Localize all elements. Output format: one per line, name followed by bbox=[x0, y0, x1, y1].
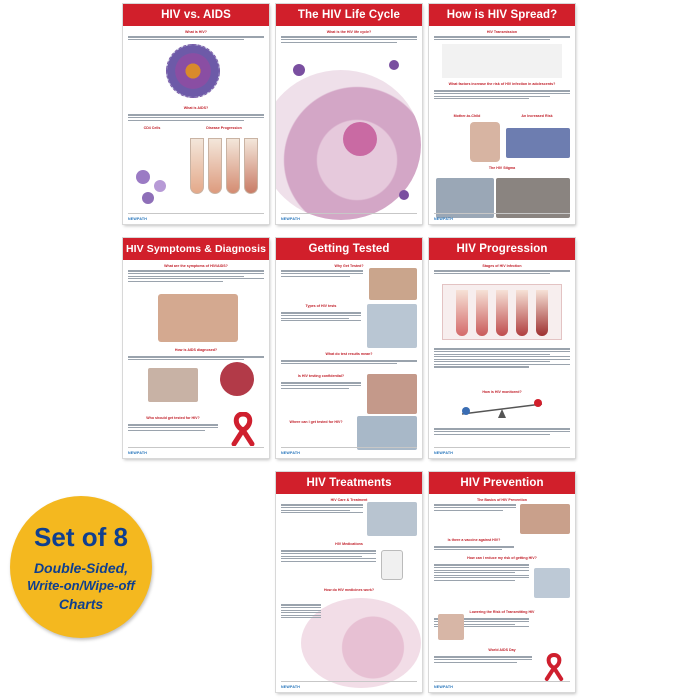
section-heading: HIV Care & Treatment bbox=[330, 498, 368, 502]
chart-getting-tested bbox=[276, 238, 422, 458]
test-tube-icon bbox=[516, 290, 528, 336]
photo-illustration bbox=[438, 614, 464, 640]
photo-illustration bbox=[506, 128, 570, 158]
chart-title: HIV Symptoms & Diagnosis bbox=[123, 238, 269, 260]
virus-icon bbox=[293, 64, 305, 76]
photo-illustration bbox=[436, 178, 494, 218]
brand-logo: NEWPATH bbox=[128, 451, 148, 455]
photo-illustration bbox=[369, 268, 417, 300]
test-tube-icon bbox=[190, 138, 204, 194]
photo-illustration bbox=[367, 304, 417, 348]
chart-footer bbox=[281, 447, 417, 455]
test-tube-icon bbox=[244, 138, 258, 194]
chart-footer bbox=[281, 681, 417, 689]
chart-footer bbox=[434, 681, 570, 689]
badge-line: Write-on/Wipe-off bbox=[27, 578, 135, 593]
chart-footer bbox=[281, 213, 417, 221]
section-heading: Who should get tested for HIV? bbox=[146, 416, 200, 420]
chart-hiv-symptoms-diagnosis bbox=[123, 238, 269, 458]
chart-content bbox=[281, 498, 417, 678]
photo-illustration bbox=[496, 178, 570, 218]
section-heading: The Basics of HIV Prevention bbox=[477, 498, 527, 502]
photo-illustration bbox=[148, 368, 198, 402]
section-heading: The HIV Stigma bbox=[488, 166, 516, 170]
test-tube-icon bbox=[496, 290, 508, 336]
section-heading: HIV Transmission bbox=[486, 30, 518, 34]
chart-hiv-prevention bbox=[429, 472, 575, 692]
badge-title: Set of 8 bbox=[34, 522, 128, 552]
chart-hiv-treatments bbox=[276, 472, 422, 692]
chart-footer bbox=[434, 447, 570, 455]
chart-footer bbox=[434, 213, 570, 221]
cell-illustration bbox=[136, 170, 150, 184]
chart-title: Getting Tested bbox=[276, 238, 422, 260]
chart-hiv-life-cycle bbox=[276, 4, 422, 224]
section-heading: An Increased Risk bbox=[521, 114, 553, 118]
section-heading: What is the HIV life cycle? bbox=[326, 30, 372, 34]
section-heading: Is HIV testing confidential? bbox=[297, 374, 345, 378]
section-heading: Mother-to-Child bbox=[453, 114, 481, 118]
chart-title: HIV Progression bbox=[429, 238, 575, 260]
brand-logo: NEWPATH bbox=[128, 217, 148, 221]
chart-title: The HIV Life Cycle bbox=[276, 4, 422, 26]
chart-title: HIV vs. AIDS bbox=[123, 4, 269, 26]
red-ribbon-icon bbox=[542, 652, 566, 682]
test-tube-icon bbox=[226, 138, 240, 194]
chart-how-is-hiv-spread bbox=[429, 4, 575, 224]
section-heading: World AIDS Day bbox=[488, 648, 516, 652]
section-heading: How do HIV medicines work? bbox=[323, 588, 375, 592]
chart-title: HIV Prevention bbox=[429, 472, 575, 494]
photo-illustration bbox=[470, 122, 500, 162]
chart-content bbox=[434, 30, 570, 210]
chart-content bbox=[434, 264, 570, 444]
test-tube-icon bbox=[456, 290, 468, 336]
chart-footer bbox=[128, 213, 264, 221]
nucleus-illustration bbox=[343, 122, 377, 156]
chart-title: How is HIV Spread? bbox=[429, 4, 575, 26]
badge-line: Charts bbox=[58, 596, 104, 612]
section-heading: How is AIDS diagnosed? bbox=[174, 348, 218, 352]
section-heading: What is HIV? bbox=[185, 30, 207, 34]
photo-illustration bbox=[367, 374, 417, 414]
virus-icon bbox=[389, 60, 399, 70]
set-of-8-badge bbox=[10, 496, 152, 638]
hiv-virus-illustration bbox=[166, 44, 220, 98]
chart-hiv-vs-aids bbox=[123, 4, 269, 224]
cell-illustration bbox=[220, 362, 254, 396]
cell-illustration bbox=[154, 180, 166, 192]
red-ribbon-icon bbox=[228, 412, 258, 446]
section-heading: How can I reduce my risk of getting HIV? bbox=[467, 556, 537, 560]
chart-content bbox=[434, 498, 570, 678]
photo-illustration bbox=[442, 44, 562, 78]
chart-title: HIV Treatments bbox=[276, 472, 422, 494]
section-heading: What is AIDS? bbox=[183, 106, 209, 110]
photo-illustration bbox=[158, 294, 238, 342]
cell-illustration bbox=[142, 192, 154, 204]
section-heading: What are the symptoms of HIV/AIDS? bbox=[164, 264, 228, 268]
brand-logo: NEWPATH bbox=[281, 217, 301, 221]
section-heading: Disease Progression bbox=[206, 126, 242, 130]
virus-icon bbox=[399, 190, 409, 200]
section-heading: CD4 Cells bbox=[143, 126, 161, 130]
balance-scale-illustration bbox=[454, 398, 550, 420]
brand-logo: NEWPATH bbox=[434, 217, 454, 221]
photo-illustration bbox=[534, 568, 570, 598]
section-heading: How is HIV monitored? bbox=[482, 390, 522, 394]
brand-logo: NEWPATH bbox=[281, 685, 301, 689]
chart-content bbox=[281, 264, 417, 444]
test-tube-icon bbox=[476, 290, 488, 336]
section-heading: Stages of HIV Infection bbox=[482, 264, 522, 268]
badge-line: Double-Sided, bbox=[33, 560, 129, 576]
test-tube-icon bbox=[536, 290, 548, 336]
brand-logo: NEWPATH bbox=[434, 451, 454, 455]
test-tube-icon bbox=[208, 138, 222, 194]
section-heading: Lowering the Risk of Transmitting HIV bbox=[469, 610, 535, 614]
pill-bottle-icon bbox=[381, 550, 403, 580]
section-heading: What do test results mean? bbox=[325, 352, 373, 356]
section-heading: Types of HIV tests bbox=[305, 304, 337, 308]
chart-footer bbox=[128, 447, 264, 455]
chart-content bbox=[128, 264, 264, 444]
chart-hiv-progression bbox=[429, 238, 575, 458]
section-heading: Where can I get tested for HIV? bbox=[289, 420, 343, 424]
section-heading: What factors increase the risk of HIV infection in adolescents? bbox=[448, 82, 556, 86]
photo-illustration bbox=[357, 416, 417, 450]
chart-content bbox=[281, 30, 417, 210]
brand-logo: NEWPATH bbox=[281, 451, 301, 455]
section-heading: HIV Medications bbox=[335, 542, 363, 546]
photo-illustration bbox=[367, 502, 417, 536]
section-heading: Is there a vaccine against HIV? bbox=[447, 538, 501, 542]
brand-logo: NEWPATH bbox=[434, 685, 454, 689]
chart-content bbox=[128, 30, 264, 210]
section-heading: Why Get Tested? bbox=[334, 264, 364, 268]
photo-illustration bbox=[520, 504, 570, 534]
